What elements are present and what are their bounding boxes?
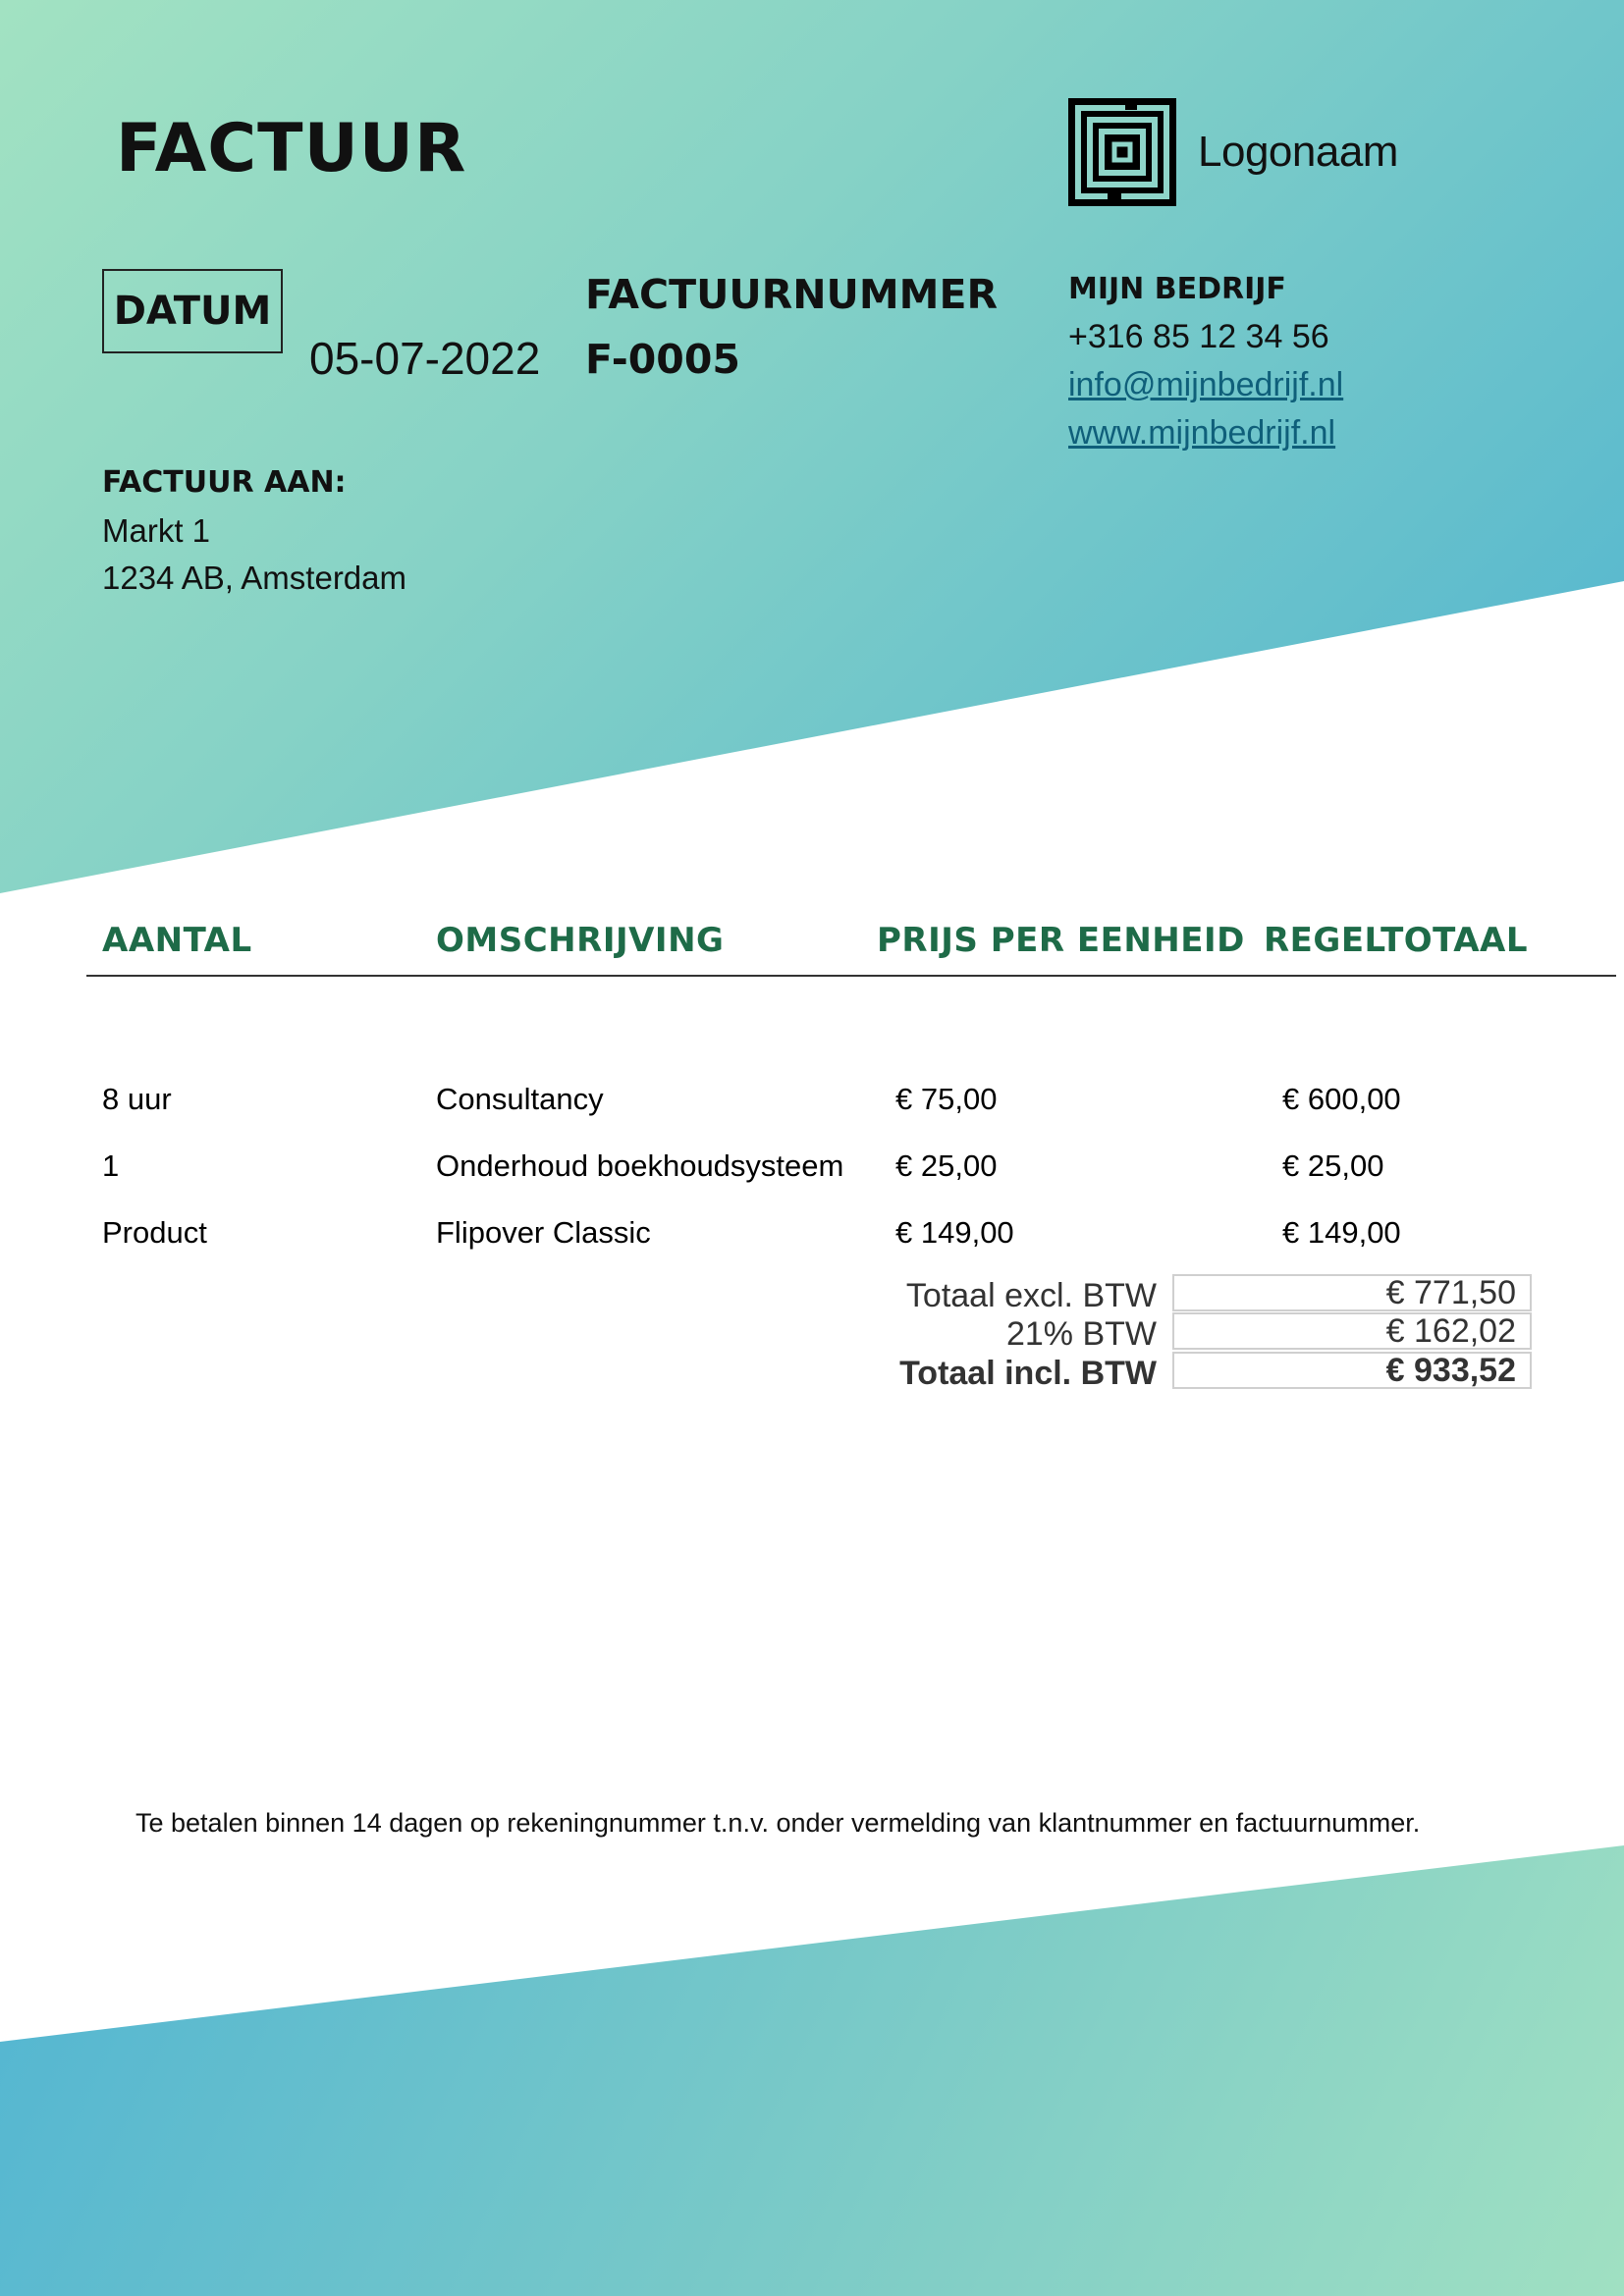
logo-name: Logonaam xyxy=(1198,128,1398,176)
row-unit-price: € 75,00 xyxy=(895,1082,998,1116)
column-header-unit-price: PRIJS PER EENHEID xyxy=(877,921,1245,960)
table-header-divider xyxy=(86,975,1616,977)
row-quantity: Product xyxy=(102,1215,207,1250)
column-header-description: OMSCHRIJVING xyxy=(436,921,725,960)
row-line-total: € 149,00 xyxy=(1282,1215,1401,1250)
invoice-number-label: FACTUURNUMMER xyxy=(585,271,999,318)
row-quantity: 8 uur xyxy=(102,1082,172,1116)
payment-terms-note: Te betalen binnen 14 dagen op rekeningnummer t.n.v. onder vermelding van klantnummer en factuurnummer. xyxy=(135,1808,1421,1838)
grand-total-label: Totaal incl. BTW xyxy=(899,1355,1157,1392)
footer-background xyxy=(0,1845,1624,2296)
vat-label: 21% BTW xyxy=(1005,1315,1157,1353)
row-description: Consultancy xyxy=(436,1082,604,1116)
date-value: 05-07-2022 xyxy=(309,333,541,384)
row-quantity: 1 xyxy=(102,1148,120,1183)
invoice-number-value: F-0005 xyxy=(585,336,740,383)
row-line-total: € 600,00 xyxy=(1282,1082,1401,1116)
row-description: Flipover Classic xyxy=(436,1215,651,1250)
date-label: DATUM xyxy=(102,269,283,353)
bill-to-address-line1: Markt 1 xyxy=(102,512,211,549)
row-unit-price: € 149,00 xyxy=(895,1215,1014,1250)
row-unit-price: € 25,00 xyxy=(895,1148,998,1183)
row-line-total: € 25,00 xyxy=(1282,1148,1384,1183)
subtotal-value: € 771,50 xyxy=(1172,1274,1532,1311)
bill-to-address-line2: 1234 AB, Amsterdam xyxy=(102,560,407,596)
document-title: FACTUUR xyxy=(116,110,467,187)
vat-value: € 162,02 xyxy=(1172,1312,1532,1350)
grand-total-value: € 933,52 xyxy=(1172,1352,1532,1389)
column-header-quantity: AANTAL xyxy=(102,921,252,960)
company-website-link[interactable]: www.mijnbedrijf.nl xyxy=(1068,414,1336,452)
company-email-link[interactable]: info@mijnbedrijf.nl xyxy=(1068,366,1344,403)
column-header-line-total: REGELTOTAAL xyxy=(1264,921,1529,960)
company-name: MIJN BEDRIJF xyxy=(1068,272,1286,306)
subtotal-label: Totaal excl. BTW xyxy=(905,1277,1157,1314)
logo-icon xyxy=(1068,98,1176,206)
bill-to-label: FACTUUR AAN: xyxy=(102,465,347,500)
company-phone: +316 85 12 34 56 xyxy=(1068,318,1329,355)
row-description: Onderhoud boekhoudsysteem xyxy=(436,1148,844,1183)
